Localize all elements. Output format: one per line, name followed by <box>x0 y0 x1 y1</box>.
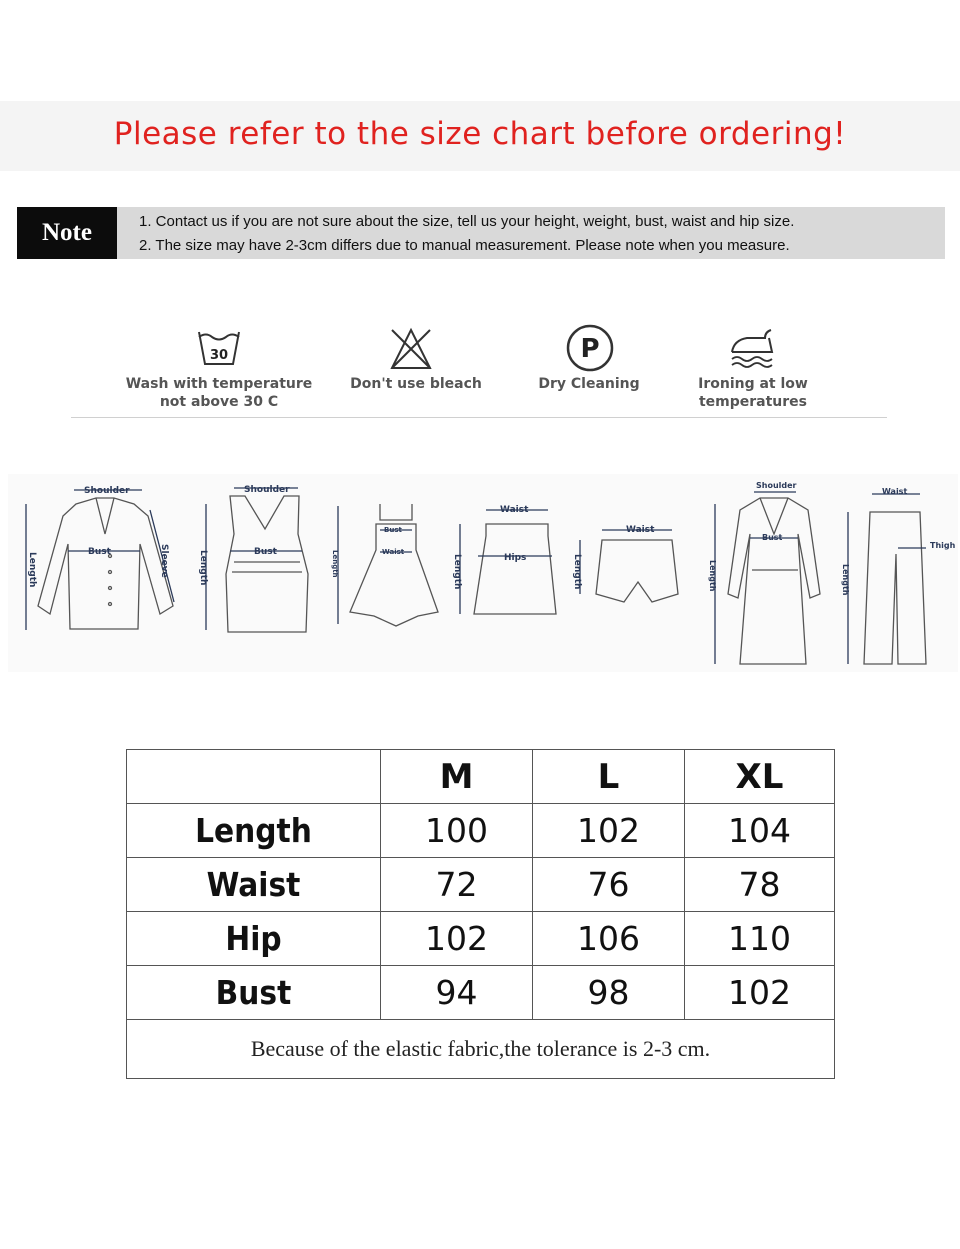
wash-temp-label: 30 <box>209 348 229 363</box>
dry-clean-symbol: P <box>580 334 600 364</box>
row-name: Waist <box>127 858 381 912</box>
label-thigh: Thigh <box>930 541 956 550</box>
table-row <box>127 912 835 966</box>
care-label-line: temperatures <box>698 394 808 410</box>
label-bust: Bust <box>384 526 402 534</box>
row-name: Bust <box>127 966 381 1020</box>
care-label-bleach <box>335 375 497 393</box>
size-header: XL <box>685 750 835 804</box>
label-bust: Bust <box>762 533 783 542</box>
note-label: Note <box>17 207 117 259</box>
care-label-line: Don't use bleach <box>350 376 482 392</box>
table-cell: 102 <box>685 966 835 1020</box>
no-bleach-icon <box>388 326 434 372</box>
dress-diagram <box>338 504 438 626</box>
label-waist: Waist <box>882 487 908 496</box>
care-label-line: Dry Cleaning <box>538 376 640 392</box>
table-row <box>127 966 835 1020</box>
care-label-iron <box>680 375 826 411</box>
label-length: Length <box>708 560 717 592</box>
table-cell: 106 <box>533 912 685 966</box>
label-length: Length <box>452 554 462 590</box>
label-bust: Bust <box>254 547 277 557</box>
row-name: Hip <box>127 912 381 966</box>
table-corner <box>127 750 381 804</box>
row-name: Length <box>127 804 381 858</box>
banner-text: Please refer to the size chart before ordering! <box>113 116 847 152</box>
care-label-dry <box>520 375 658 393</box>
table-cell: 72 <box>381 858 533 912</box>
note-line: 1. Contact us if you are not sure about the size, tell us your height, weight, bust, waist and hip size. <box>139 213 795 230</box>
tank-top-diagram <box>206 488 308 632</box>
table-footnote: Because of the elastic fabric,the tolerance is 2-3 cm. <box>127 1020 835 1079</box>
blouse-diagram <box>26 490 174 630</box>
label-length: Length <box>572 554 582 590</box>
label-bust: Bust <box>88 547 111 557</box>
label-waist: Waist <box>382 548 405 556</box>
size-table <box>126 749 835 1079</box>
pants-diagram <box>848 494 926 664</box>
label-hips: Hips <box>504 553 527 563</box>
size-header: L <box>533 750 685 804</box>
garment-measurement-diagrams <box>8 474 958 672</box>
table-row <box>127 858 835 912</box>
iron-low-icon <box>727 326 777 368</box>
wash-30-icon <box>196 326 242 370</box>
label-length: Length <box>331 550 339 578</box>
label-sleeve: Sleeve <box>159 544 169 578</box>
label-length: Length <box>841 564 850 596</box>
care-label-line: Ironing at low <box>698 376 808 392</box>
table-row <box>127 804 835 858</box>
table-cell: 104 <box>685 804 835 858</box>
care-label-line: Wash with temperature <box>125 376 313 392</box>
table-cell: 102 <box>533 804 685 858</box>
care-label-wash <box>118 375 320 411</box>
label-length: Length <box>198 550 208 586</box>
size-header: M <box>381 750 533 804</box>
table-cell: 102 <box>381 912 533 966</box>
care-label-line: not above 30 C <box>159 394 279 410</box>
label-shoulder: Shoulder <box>756 481 797 490</box>
dry-cleaning-icon <box>566 324 614 372</box>
shorts-diagram <box>580 530 678 602</box>
label-waist: Waist <box>626 525 655 535</box>
table-cell: 100 <box>381 804 533 858</box>
label-waist: Waist <box>500 505 529 515</box>
table-cell: 98 <box>533 966 685 1020</box>
coat-diagram <box>715 492 820 664</box>
label-shoulder: Shoulder <box>84 486 130 496</box>
note-line: 2. The size may have 2-3cm differs due to manual measurement. Please note when you measure. <box>139 237 790 254</box>
label-shoulder: Shoulder <box>244 485 290 495</box>
divider <box>71 417 887 418</box>
table-cell: 76 <box>533 858 685 912</box>
table-cell: 110 <box>685 912 835 966</box>
table-cell: 78 <box>685 858 835 912</box>
label-length: Length <box>27 552 37 588</box>
table-cell: 94 <box>381 966 533 1020</box>
